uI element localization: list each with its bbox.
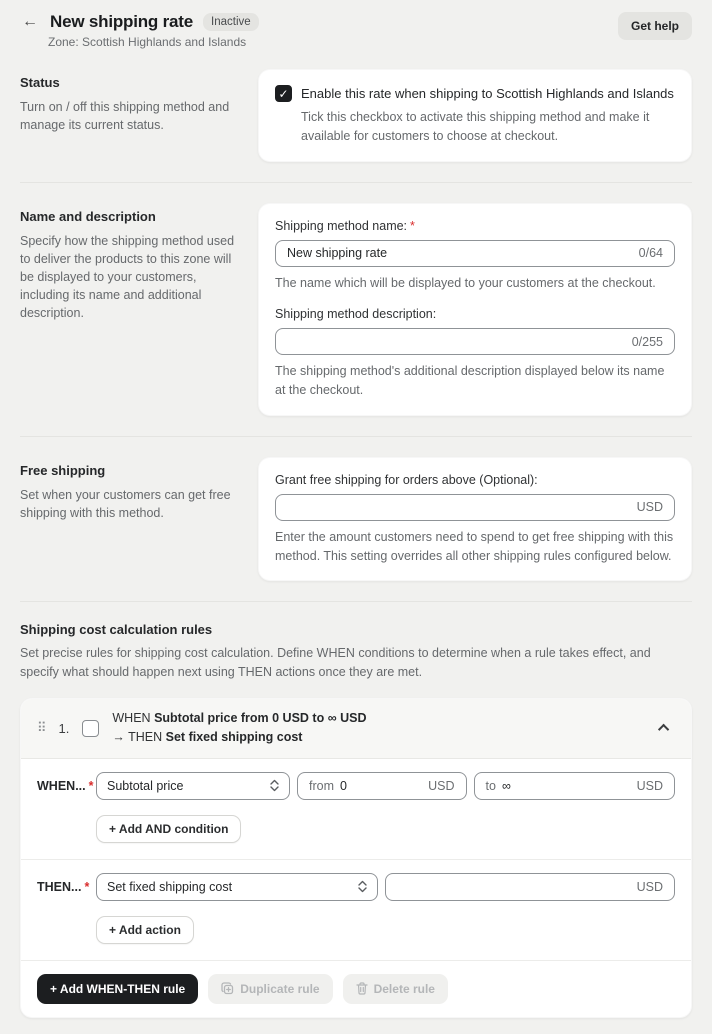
method-description-help: The shipping method's additional description displayed below its name at the checkout. bbox=[275, 364, 665, 397]
rule-select-checkbox[interactable] bbox=[82, 720, 99, 737]
method-name-help: The name which will be displayed to your customers at the checkout. bbox=[275, 275, 656, 290]
rule-header[interactable] bbox=[21, 699, 691, 759]
summary-when-text: Subtotal price from 0 USD to ∞ USD bbox=[154, 710, 367, 725]
select-caret-icon bbox=[270, 779, 279, 792]
add-when-then-rule-button[interactable]: + Add WHEN-THEN rule bbox=[37, 974, 198, 1004]
enable-rate-help: Tick this checkbox to activate this shipping method and make it available for customers to choose at checkout. bbox=[301, 110, 650, 143]
method-description-label: Shipping method description: bbox=[275, 307, 437, 322]
add-action-button[interactable]: + Add action bbox=[96, 916, 194, 944]
back-icon[interactable]: ← bbox=[22, 13, 38, 30]
free-shipping-input[interactable] bbox=[287, 500, 631, 514]
method-name-label-text: Shipping method name: bbox=[275, 218, 408, 233]
duplicate-icon bbox=[221, 982, 234, 995]
chevron-up-icon bbox=[658, 724, 669, 735]
method-name-field bbox=[275, 240, 675, 267]
from-currency: USD bbox=[428, 778, 455, 793]
get-help-button[interactable]: Get help bbox=[618, 12, 692, 40]
trash-icon bbox=[356, 982, 368, 995]
rule-footer bbox=[21, 960, 691, 1017]
then-label bbox=[37, 880, 89, 894]
enable-rate-checkbox[interactable] bbox=[275, 85, 292, 102]
action-type-value: Set fixed shipping cost bbox=[107, 879, 233, 894]
then-section bbox=[21, 860, 691, 960]
to-amount-field bbox=[474, 772, 676, 800]
fixed-cost-currency: USD bbox=[636, 879, 663, 894]
method-name-label bbox=[275, 219, 675, 233]
free-shipping-card bbox=[258, 457, 692, 582]
drag-handle-icon[interactable]: ⠿ bbox=[37, 720, 46, 736]
free-shipping-help: Enter the amount customers need to spend to get free shipping with this method. This setting overrides all other shipping rules configured below. bbox=[275, 529, 674, 563]
status-card bbox=[258, 69, 692, 162]
status-heading: Status bbox=[20, 75, 60, 90]
summary-when-prefix: WHEN bbox=[112, 710, 151, 725]
zone-subtitle: Zone: Scottish Highlands and Islands bbox=[48, 35, 247, 49]
rule-index: 1. bbox=[58, 720, 70, 736]
free-shipping-section bbox=[20, 437, 692, 602]
action-type-select[interactable] bbox=[96, 873, 378, 901]
rules-description: Set precise rules for shipping cost calculation. Define WHEN conditions to determine when a rule takes effect, and specify what should happen next using THEN actions once they are met. bbox=[20, 646, 651, 679]
from-value[interactable]: 0 bbox=[340, 778, 347, 793]
method-description-field bbox=[275, 328, 675, 355]
method-description-counter: 0/255 bbox=[631, 334, 663, 349]
free-shipping-field bbox=[275, 494, 675, 521]
status-section bbox=[20, 49, 692, 182]
checkmark-icon: ✓ bbox=[278, 86, 289, 101]
summary-then-text: Set fixed shipping cost bbox=[165, 730, 303, 745]
to-prefix: to bbox=[485, 778, 496, 793]
free-shipping-heading: Free shipping bbox=[20, 462, 106, 478]
page-title: New shipping rate bbox=[50, 12, 194, 31]
when-label bbox=[37, 778, 94, 793]
free-shipping-currency: USD bbox=[636, 500, 663, 515]
delete-rule-button bbox=[343, 974, 448, 1004]
select-caret-icon bbox=[358, 880, 367, 893]
rule-summary bbox=[112, 709, 642, 748]
then-label-text: THEN... bbox=[37, 879, 82, 894]
required-asterisk: * bbox=[84, 879, 90, 894]
method-name-input[interactable] bbox=[287, 246, 633, 260]
condition-type-select[interactable] bbox=[96, 772, 290, 800]
delete-rule-label: Delete rule bbox=[373, 981, 435, 996]
enable-rate-label[interactable]: Enable this rate when shipping to Scottish Highlands and Islands bbox=[301, 86, 674, 101]
add-and-condition-button[interactable]: + Add AND condition bbox=[96, 815, 241, 843]
required-asterisk: * bbox=[88, 778, 94, 793]
when-label-text: WHEN... bbox=[37, 778, 86, 793]
free-shipping-description: Set when your customers can get free shipping with this method. bbox=[20, 487, 231, 520]
name-description-section bbox=[20, 183, 692, 436]
name-section-heading: Name and description bbox=[20, 208, 156, 224]
to-currency: USD bbox=[636, 778, 663, 793]
fixed-cost-input[interactable] bbox=[397, 880, 630, 894]
when-section bbox=[21, 759, 691, 859]
summary-then-prefix: → THEN bbox=[112, 730, 163, 745]
status-badge: Inactive bbox=[203, 13, 259, 31]
method-description-input[interactable] bbox=[287, 335, 626, 349]
duplicate-rule-button bbox=[208, 974, 332, 1004]
name-section-description: Specify how the shipping method used to deliver the products to this zone will be displayed to your customers, including its name and additional description. bbox=[20, 233, 235, 320]
page-header bbox=[20, 12, 692, 49]
required-asterisk: * bbox=[410, 218, 415, 233]
rules-heading: Shipping cost calculation rules bbox=[20, 622, 213, 638]
status-description: Turn on / off this shipping method and manage its current status. bbox=[20, 100, 230, 133]
collapse-rule-button[interactable] bbox=[655, 720, 675, 736]
rules-section-header bbox=[20, 602, 692, 682]
condition-type-value: Subtotal price bbox=[107, 778, 184, 793]
name-description-card bbox=[258, 203, 692, 416]
fixed-cost-field bbox=[385, 873, 675, 901]
from-prefix: from bbox=[309, 778, 334, 793]
free-shipping-input-label: Grant free shipping for orders above (Optional): bbox=[275, 472, 538, 487]
method-name-counter: 0/64 bbox=[638, 246, 663, 260]
from-amount-field bbox=[297, 772, 467, 800]
duplicate-rule-label: Duplicate rule bbox=[240, 981, 320, 996]
to-value[interactable]: ∞ bbox=[501, 778, 511, 793]
rule-card bbox=[20, 698, 692, 1018]
